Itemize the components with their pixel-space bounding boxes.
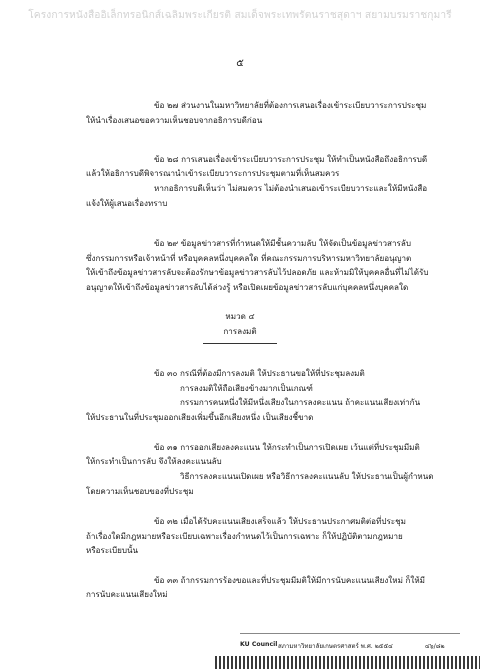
- footer-decorative-bar: [215, 656, 480, 669]
- chapter-title: การลงมติ: [223, 326, 257, 336]
- clause-30-line-3: กรรมการคนหนึ่งให้มีหนึ่งเสียงในการลงคะแนน ถ้าคะแนนเสียงเท่ากัน: [180, 397, 421, 407]
- clause-28-line-4: แจ้งให้ผู้เสนอเรื่องทราบ: [86, 198, 168, 208]
- clause-27-line-1: ข้อ ๒๗ ส่วนงานในมหาวิทยาลัยที่ต้องการเสนอเรื่องเข้าระเบียบวาระการประชุม: [154, 100, 427, 110]
- footer-page-number: ๔๖/๘๒: [425, 643, 445, 650]
- clause-29-line-1: ข้อ ๒๙ ข้อมูลข่าวสารที่กำหนดให้มีชั้นความลับ ให้จัดเป็นข้อมูลข่าวสารลับ: [154, 238, 411, 248]
- clause-28-line-3: หากอธิการบดีเห็นว่า ไม่สมควร ไม่ต้องนำเสนอเข้าระเบียบวาระและให้มีหนังสือ: [154, 183, 428, 193]
- clause-30-line-2: การลงมติให้ถือเสียงข้างมากเป็นเกณฑ์: [180, 383, 313, 393]
- clause-27-line-2: ให้นำเรื่องเสนอขอความเห็นชอบจากอธิการบดีก่อน: [86, 115, 263, 125]
- clause-29-line-4: อนุญาตให้เข้าถึงข้อมูลข่าวสารลับได้ล่วงรู้ หรือเปิดเผยข้อมูลข่าวสารลับแก่บุคคลหนึ่งบุคคลใด: [86, 282, 409, 292]
- clause-31-line-3: วิธีการลงคะแนนเปิดเผย หรือวิธีการลงคะแนนลับ ให้ประธานเป็นผู้กำหนด: [180, 471, 434, 481]
- clause-32-line-1: ข้อ ๓๒ เมื่อได้รับคะแนนเสียงเสร็จแล้ว ให้ประธานประกาศมติต่อที่ประชุม: [154, 516, 406, 526]
- clause-30-line-1: ข้อ ๓๐ กรณีที่ต้องมีการลงมติ ให้ประธานขอให้ที่ประชุมลงมติ: [154, 368, 365, 378]
- clause-29-line-2: ซึ่งกรรมการหรือเจ้าหน้าที่ หรือบุคคลหนึ่งบุคคลใด ที่คณะกรรมการบริหารมหาวิทยาลัยอนุญาต: [86, 253, 412, 263]
- clause-30-line-4: ให้ประธานในที่ประชุมออกเสียงเพิ่มขึ้นอีกเสียงหนึ่ง เป็นเสียงชี้ขาด: [86, 412, 314, 422]
- footer-divider: [240, 633, 460, 634]
- page-watermark: โครงการหนังสืออิเล็กทรอนิกส์เฉลิมพระเกียรติ สมเด็จพระเทพรัตนราชสุดาฯ สยามบรมราชกุมารี: [28, 10, 452, 21]
- clause-32-line-2: ถ้าเรื่องใดมีกฎหมายหรือระเบียบเฉพาะเรื่องกำหนดไว้เป็นการเฉพาะ ก็ให้ปฏิบัติตามกฎหมาย: [86, 531, 403, 541]
- clause-31-line-2: ให้กระทำเป็นการลับ จึงให้ลงคะแนนลับ: [86, 456, 222, 466]
- chapter-number: หมวด ๔: [225, 311, 255, 321]
- clause-31-line-1: ข้อ ๓๑ การออกเสียงลงคะแนน ให้กระทำเป็นการเปิดเผย เว้นแต่ที่ประชุมมีมติ: [154, 442, 420, 452]
- clause-28-line-2: แล้วให้อธิการบดีพิจารณานำเข้าระเบียบวาระการประชุมตามที่เห็นสมควร: [86, 168, 340, 178]
- page-number: ๕: [236, 58, 244, 69]
- footer-title: สภามหาวิทยาลัยเกษตรศาสตร์ พ.ศ. ๒๕๕๔: [278, 643, 393, 650]
- clause-32-line-3: หรือระเบียบนั้น: [86, 545, 139, 555]
- footer-brand: KU Council: [240, 641, 278, 648]
- clause-33-line-1: ข้อ ๓๓ ถ้ากรรมการร้องขอและที่ประชุมมีมติให้มีการนับคะแนนเสียงใหม่ ก็ให้มี: [154, 575, 426, 585]
- clause-29-line-3: ให้เข้าถึงข้อมูลข่าวสารลับจะต้องรักษาข้อมูลข่าวสารลับไว้ปลอดภัย และห้ามมิให้บุคคลอื่นที่ไม่ได้รับ: [86, 267, 429, 277]
- clause-33-line-2: การนับคะแนนเสียงใหม่: [86, 589, 168, 599]
- clause-28-line-1: ข้อ ๒๘ การเสนอเรื่องเข้าระเบียบวาระการประชุม ให้ทำเป็นหนังสือถึงอธิการบดี: [154, 154, 428, 164]
- chapter-divider: [203, 343, 277, 344]
- clause-31-line-4: โดยความเห็นชอบของที่ประชุม: [86, 486, 194, 496]
